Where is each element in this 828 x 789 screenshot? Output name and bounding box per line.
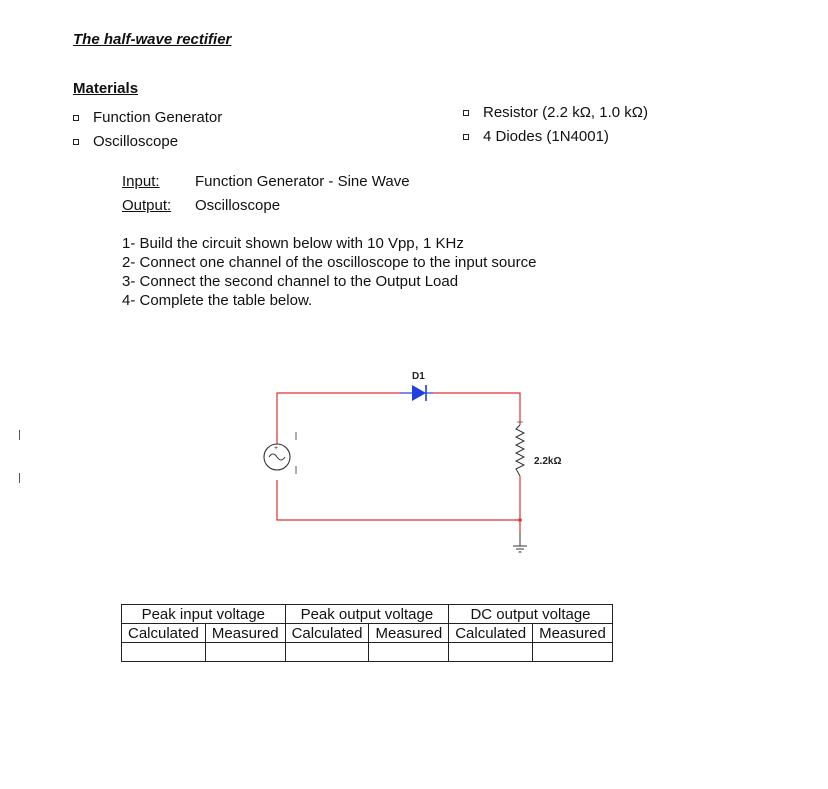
checkbox-bullet-icon (463, 134, 469, 140)
checkbox-bullet-icon (73, 139, 79, 145)
output-value: Oscilloscope (195, 197, 281, 214)
table-cell[interactable] (449, 643, 533, 662)
diode-icon (400, 385, 433, 401)
table-subheader: Measured (533, 624, 613, 643)
checkbox-bullet-icon (73, 115, 79, 121)
svg-text:+: + (274, 445, 279, 452)
input-value: Function Generator - Sine Wave (195, 173, 410, 190)
material-label: Oscilloscope (93, 133, 179, 150)
ac-source-icon (264, 444, 290, 470)
material-label: Resistor (2.2 kΩ, 1.0 kΩ) (483, 104, 648, 121)
table-subheader-row (122, 624, 613, 643)
margin-mark (19, 473, 20, 483)
table-group-header: Peak input voltage (122, 605, 286, 624)
input-label: Input: (122, 173, 160, 190)
table-cell[interactable] (285, 643, 369, 662)
table-cell[interactable] (369, 643, 449, 662)
materials-heading: Materials (73, 80, 139, 97)
table-cell[interactable] (205, 643, 285, 662)
material-label: 4 Diodes (1N4001) (483, 128, 609, 145)
output-line (122, 197, 280, 214)
step-item: 4- Complete the table below. (122, 292, 313, 309)
table-subheader: Calculated (449, 624, 533, 643)
material-item (463, 128, 609, 145)
document-title: The half-wave rectifier (73, 31, 232, 48)
step-item: 2- Connect one channel of the oscilloscope to the input source (122, 254, 537, 271)
material-item (73, 109, 222, 126)
material-item (73, 133, 178, 150)
resistor-label: 2.2kΩ (534, 456, 562, 467)
table-header-row (122, 605, 613, 624)
diode-label: D1 (412, 371, 425, 382)
circuit-wires (277, 393, 520, 532)
table-group-header: Peak output voltage (285, 605, 449, 624)
input-line (122, 173, 410, 190)
table-subheader: Calculated (285, 624, 369, 643)
table-row (122, 643, 613, 662)
checkbox-bullet-icon (463, 110, 469, 116)
table-subheader: Calculated (122, 624, 206, 643)
margin-mark (19, 430, 20, 440)
table-cell[interactable] (122, 643, 206, 662)
table-subheader: Measured (369, 624, 449, 643)
table-group-header: DC output voltage (449, 605, 613, 624)
material-item (463, 104, 648, 121)
step-item: 1- Build the circuit shown below with 10 Vpp, 1 KHz (122, 235, 464, 252)
resistor-icon (516, 425, 524, 476)
table-subheader: Measured (205, 624, 285, 643)
table-cell[interactable] (533, 643, 613, 662)
material-label: Function Generator (93, 109, 223, 126)
circuit-diagram (240, 360, 570, 560)
step-item: 3- Connect the second channel to the Output Load (122, 273, 459, 290)
output-label: Output: (122, 197, 172, 214)
procedure-steps (122, 234, 536, 310)
ground-icon (513, 532, 527, 552)
results-table (121, 604, 613, 662)
